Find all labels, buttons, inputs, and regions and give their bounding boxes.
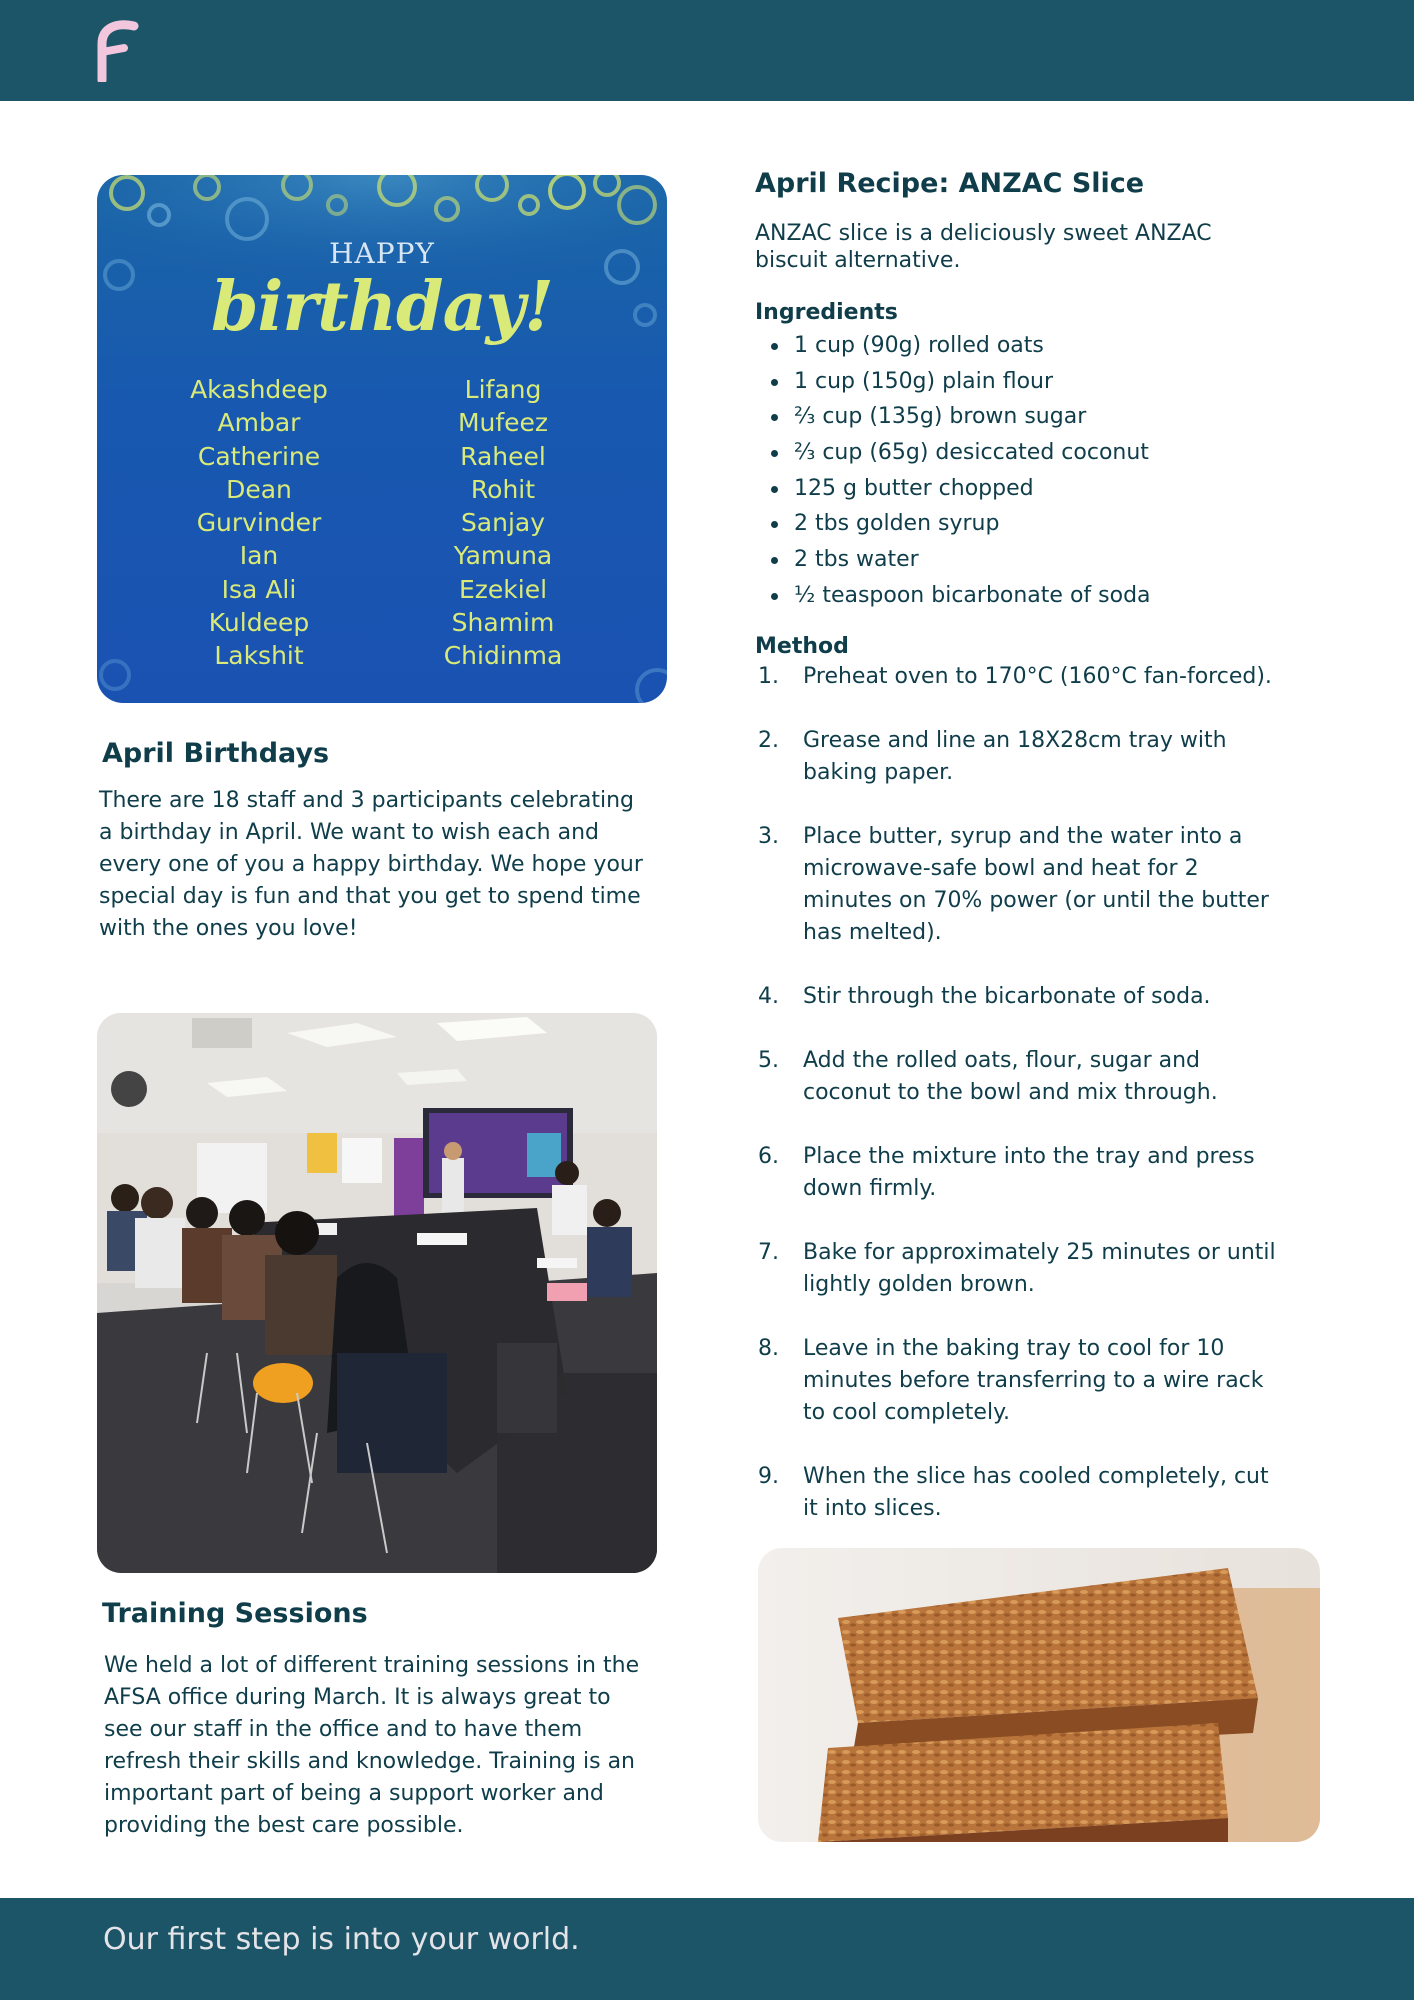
training-heading: Training Sessions: [102, 1598, 368, 1629]
ingredient-item: [755, 471, 1151, 507]
birthday-name: Mufeez: [457, 408, 549, 438]
step-line: it into slices.: [803, 1496, 942, 1521]
step-number: 9.: [758, 1464, 779, 1489]
ingredient-item: [755, 328, 1151, 364]
step-text: [803, 1237, 1313, 1301]
ingredient-item: [755, 506, 1151, 542]
paragraph-line: providing the best care possible.: [104, 1813, 464, 1838]
birthday-card: [97, 175, 667, 703]
paragraph-line: important part of being a support worker and: [104, 1781, 604, 1806]
birthday-name: Lifang: [464, 375, 542, 404]
step-text: [803, 1141, 1313, 1205]
birthday-name: Rohit: [470, 474, 536, 504]
birthday-names-right: [383, 373, 623, 673]
birthday-name: Yamuna: [453, 541, 553, 571]
birthdays-paragraph: [99, 785, 679, 945]
step-number: 5.: [758, 1048, 779, 1073]
step-line: lightly golden brown.: [803, 1272, 1035, 1297]
step-number: 4.: [758, 984, 779, 1009]
step-number: 3.: [758, 824, 779, 849]
birthday-name: Ambar: [217, 408, 301, 438]
training-photo: [97, 1013, 657, 1573]
ingredient-item: [755, 578, 1151, 614]
recipe-intro: ANZAC slice is a deliciously sweet ANZAC biscuit alternative.: [755, 221, 1212, 273]
step-line: Preheat oven to 170°C (160°C fan-forced).: [803, 664, 1272, 689]
step-text: [803, 725, 1313, 789]
step-text: [803, 1461, 1313, 1525]
bullet-icon: [771, 557, 778, 564]
ingredient-text: 125 g butter chopped: [794, 475, 1034, 501]
step-number: 8.: [758, 1336, 779, 1361]
paragraph-line: We held a lot of different training sessions in the: [104, 1653, 640, 1678]
bullet-icon: [771, 379, 778, 386]
ingredient-text: 1 cup (90g) rolled oats: [794, 333, 1044, 358]
ingredient-text: 2 tbs golden syrup: [794, 511, 1000, 537]
ingredient-text: ⅔ cup (135g) brown sugar: [794, 404, 1087, 430]
birthday-name: Shamim: [451, 608, 555, 638]
footer-tagline: Our first step is into your world.: [103, 1922, 580, 1957]
bullet-icon: [771, 593, 778, 600]
step-line: minutes before transferring to a wire rack: [803, 1368, 1264, 1393]
ingredient-text: 1 cup (150g) plain flour: [794, 368, 1054, 394]
paragraph-line: see our staff in the office and to have them: [104, 1717, 583, 1742]
ingredient-item: [755, 399, 1151, 435]
paragraph-line: refresh their skills and knowledge. Training is an: [104, 1749, 635, 1774]
step-line: Place butter, syrup and the water into a: [803, 824, 1243, 849]
step-line: Add the rolled oats, flour, sugar and: [803, 1048, 1201, 1073]
birthday-names-left: [139, 373, 379, 673]
paragraph-line: There are 18 staff and 3 participants celebrating: [99, 788, 634, 813]
step-line: to cool completely.: [803, 1400, 1010, 1425]
step-line: minutes on 70% power (or until the butter: [803, 888, 1269, 913]
birthday-name: Isa Ali: [221, 574, 297, 604]
step-line: Grease and line an 18X28cm tray with: [803, 728, 1227, 753]
step-line: When the slice has cooled completely, cut: [803, 1464, 1269, 1489]
step-text: [803, 1333, 1313, 1429]
step-text: [803, 981, 1313, 1013]
anzac-slice-photo: [758, 1548, 1320, 1842]
birthday-name: Lakshit: [214, 641, 304, 671]
bullet-icon: [771, 343, 778, 350]
paragraph-line: with the ones you love!: [99, 916, 358, 941]
step-line: Leave in the baking tray to cool for 10: [803, 1336, 1225, 1361]
ingredient-text: ⅔ cup (65g) desiccated coconut: [794, 440, 1149, 466]
birthday-name: Akashdeep: [190, 375, 328, 404]
ingredient-item: [755, 364, 1151, 400]
bullet-icon: [771, 521, 778, 528]
ingredient-item: [755, 542, 1151, 578]
birthday-name: Catherine: [197, 441, 321, 471]
step-line: Stir through the bicarbonate of soda.: [803, 984, 1211, 1009]
birthday-name: Ian: [239, 541, 279, 571]
step-number: 1.: [758, 664, 779, 689]
bullet-icon: [771, 450, 778, 457]
birthday-name: Raheel: [460, 441, 546, 471]
step-number: 2.: [758, 728, 779, 753]
step-line: down firmly.: [803, 1176, 937, 1201]
step-number: 7.: [758, 1240, 779, 1265]
paragraph-line: every one of you a happy birthday. We hope your: [99, 852, 643, 877]
step-number: 6.: [758, 1144, 779, 1169]
step-line: baking paper.: [803, 760, 954, 785]
birthday-headline: birthday!: [210, 267, 554, 347]
bullet-icon: [771, 486, 778, 493]
birthday-name: Chidinma: [443, 641, 563, 671]
birthday-name: Ezekiel: [458, 574, 548, 604]
step-text: [803, 1045, 1313, 1109]
ingredients-heading: Ingredients: [755, 300, 898, 325]
ingredient-text: ½ teaspoon bicarbonate of soda: [794, 582, 1151, 608]
step-text: [803, 661, 1313, 693]
birthdays-heading: April Birthdays: [102, 738, 330, 769]
birthday-name: Sanjay: [460, 508, 546, 538]
birthday-name: Gurvinder: [196, 508, 322, 538]
ingredients-list: [755, 328, 1151, 614]
happy-text: HAPPY: [329, 237, 435, 270]
step-text: [803, 821, 1313, 949]
method-heading: Method: [755, 634, 849, 659]
training-paragraph: [104, 1650, 684, 1842]
paragraph-line: a birthday in April. We want to wish each and: [99, 820, 599, 845]
birthday-name: Dean: [226, 474, 292, 504]
step-line: microwave-safe bowl and heat for 2: [803, 856, 1199, 881]
recipe-title: April Recipe: ANZAC Slice: [755, 168, 1145, 199]
bullet-icon: [771, 414, 778, 421]
step-line: has melted).: [803, 920, 942, 945]
paragraph-line: AFSA office during March. It is always great to: [104, 1685, 611, 1710]
step-line: coconut to the bowl and mix through.: [803, 1080, 1218, 1105]
ingredient-item: [755, 435, 1151, 471]
step-line: Bake for approximately 25 minutes or until: [803, 1240, 1276, 1265]
afsa-logo-icon: [94, 18, 142, 82]
birthday-name: Kuldeep: [208, 608, 310, 638]
page-header: [0, 0, 1414, 101]
ingredient-text: 2 tbs water: [794, 547, 919, 573]
step-line: Place the mixture into the tray and press: [803, 1144, 1255, 1169]
paragraph-line: special day is fun and that you get to spend time: [99, 884, 641, 909]
